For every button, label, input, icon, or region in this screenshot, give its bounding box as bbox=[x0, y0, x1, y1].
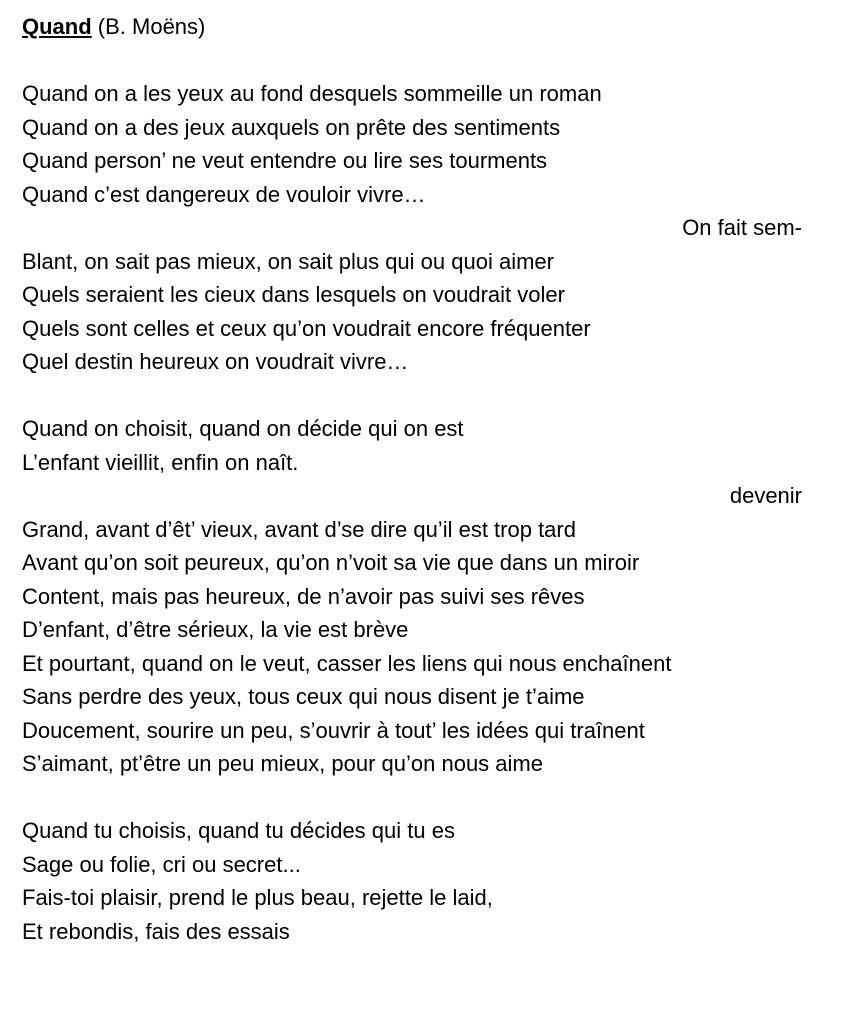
poem-line: Fais-toi plaisir, prend le plus beau, rejette le laid, bbox=[22, 885, 493, 910]
poem-line: Sage ou folie, cri ou secret... bbox=[22, 851, 301, 877]
poem-line: Et pourtant, quand on le veut, casser les liens qui nous enchaînent bbox=[22, 650, 672, 676]
stanza-gap bbox=[22, 379, 802, 413]
poem-aside-line: devenir bbox=[729, 483, 802, 508]
poem-line: Quand tu choisis, quand tu décides qui tu es bbox=[22, 818, 455, 843]
poem-document bbox=[22, 10, 802, 948]
poem-line: D’enfant, d’être sérieux, la vie est brève bbox=[22, 617, 409, 642]
poem-line: L’enfant vieillit, enfin on naît. bbox=[22, 449, 299, 475]
poem-line: Blant, on sait pas mieux, on sait plus qui ou quoi aimer bbox=[22, 248, 554, 274]
stanza-gap bbox=[22, 44, 802, 78]
poem-line: Sans perdre des yeux, tous ceux qui nous disent je t’aime bbox=[22, 684, 585, 709]
poem-line: Quels sont celles et ceux qu’on voudrait encore fréquenter bbox=[22, 315, 591, 341]
stanza-5 bbox=[22, 814, 802, 948]
stanza-gap bbox=[22, 781, 802, 815]
poem-line: Quand c’est dangereux de vouloir vivre… bbox=[22, 181, 426, 207]
stanza-3 bbox=[22, 412, 802, 513]
poem-line: S’aimant, pt’être un peu mieux, pour qu’on nous aime bbox=[22, 751, 543, 776]
stanza-2 bbox=[22, 245, 802, 379]
title-author: (B. Moëns) bbox=[91, 14, 206, 39]
poem-line: Grand, avant d’êt’ vieux, avant d’se dire qu’il est trop tard bbox=[22, 516, 576, 542]
stanza-1 bbox=[22, 77, 802, 245]
poem-line: Quand on choisit, quand on décide qui on est bbox=[22, 416, 464, 441]
poem-line: Quels seraient les cieux dans lesquels on voudrait voler bbox=[22, 282, 565, 307]
poem-line: Quand on a des jeux auxquels on prête des sentiments bbox=[22, 114, 561, 140]
poem-line: Quel destin heureux on voudrait vivre… bbox=[22, 349, 409, 374]
poem-aside-line: On fait sem- bbox=[682, 215, 802, 240]
poem-line: Content, mais pas heureux, de n’avoir pas suivi ses rêves bbox=[22, 583, 585, 609]
poem-title bbox=[22, 10, 802, 44]
title-word: Quand bbox=[22, 14, 92, 39]
poem-line: Et rebondis, fais des essais bbox=[22, 918, 290, 944]
stanza-4 bbox=[22, 513, 802, 781]
poem-line: Quand on a les yeux au fond desquels sommeille un roman bbox=[22, 81, 602, 106]
poem-line: Doucement, sourire un peu, s’ouvrir à tout’ les idées qui traînent bbox=[22, 717, 645, 743]
poem-line: Quand person’ ne veut entendre ou lire ses tourments bbox=[22, 148, 548, 173]
poem-line: Avant qu’on soit peureux, qu’on n’voit sa vie que dans un miroir bbox=[22, 550, 640, 575]
